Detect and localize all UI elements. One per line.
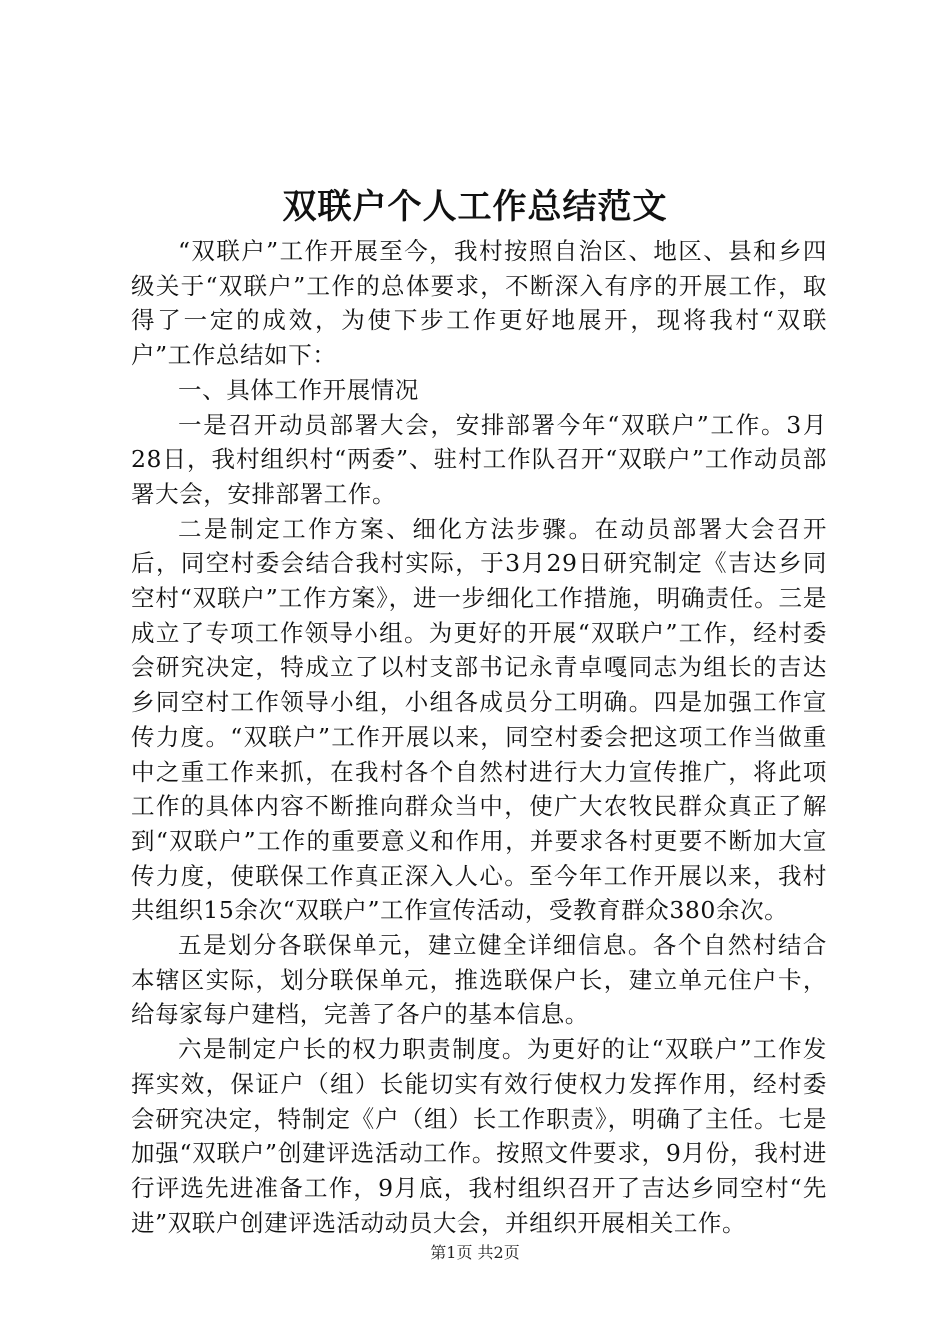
- paragraph-item-5: 五是划分各联保单元，建立健全详细信息。各个自然村结合本辖区实际，划分联保单元，推选联保户长，建立单元住户卡，给每家每户建档，完善了各户的基本信息。: [131, 931, 827, 1029]
- document-body: [131, 234, 827, 1240]
- paragraph-items-6-7: 六是制定户长的权力职责制度。为更好的让“双联户”工作发挥实效，保证户（组）长能切实有效行使权力发挥作用，经村委会研究决定，特制定《户（组）长工作职责》，明确了主任。七是加强“双联户”创建评选活动工作。按照文件要求，9月份，我村进行评选先进准备工作，9月底，我村组织召开了吉达乡同空村“先进”双联户创建评选活动动员大会，并组织开展相关工作。: [131, 1035, 827, 1237]
- paragraph-intro: “双联户”工作开展至今，我村按照自治区、地区、县和乡四级关于“双联户”工作的总体要求，不断深入有序的开展工作，取得了一定的成效，为使下步工作更好地展开，现将我村“双联户”工作总结如下：: [131, 237, 827, 370]
- page-number-footer: 第1页 共2页: [430, 1243, 520, 1262]
- section-heading: 一、具体工作开展情况: [178, 375, 419, 404]
- paragraph-items-2-4: 二是制定工作方案、细化方法步骤。在动员部署大会召开后，同空村委会结合我村实际，于3月29日研究制定《吉达乡同空村“双联户”工作方案》，进一步细化工作措施，明确责任。三是成立了专项工作领导小组。为更好的开展“双联户”工作，经村委会研究决定，特成立了以村支部书记永青卓嘎同志为组长的吉达乡同空村工作领导小组，小组各成员分工明确。四是加强工作宣传力度。“双联户”工作开展以来，同空村委会把这项工作当做重中之重工作来抓，在我村各个自然村进行大力宣传推广，将此项工作的具体内容不断推向群众当中，使广大农牧民群众真正了解到“双联户”工作的重要意义和作用，并要求各村更要不断加大宣传力度，使联保工作真正深入人心。至今年工作开展以来，我村共组织15余次“双联户”工作宣传活动，受教育群众380余次。: [131, 514, 827, 925]
- document-title: 双联户个人工作总结范文: [282, 187, 668, 227]
- paragraph-item-1: 一是召开动员部署大会，安排部署今年“双联户”工作。3月28日，我村组织村“两委”、驻村工作队召开“双联户”工作动员部署大会，安排部署工作。: [131, 410, 827, 508]
